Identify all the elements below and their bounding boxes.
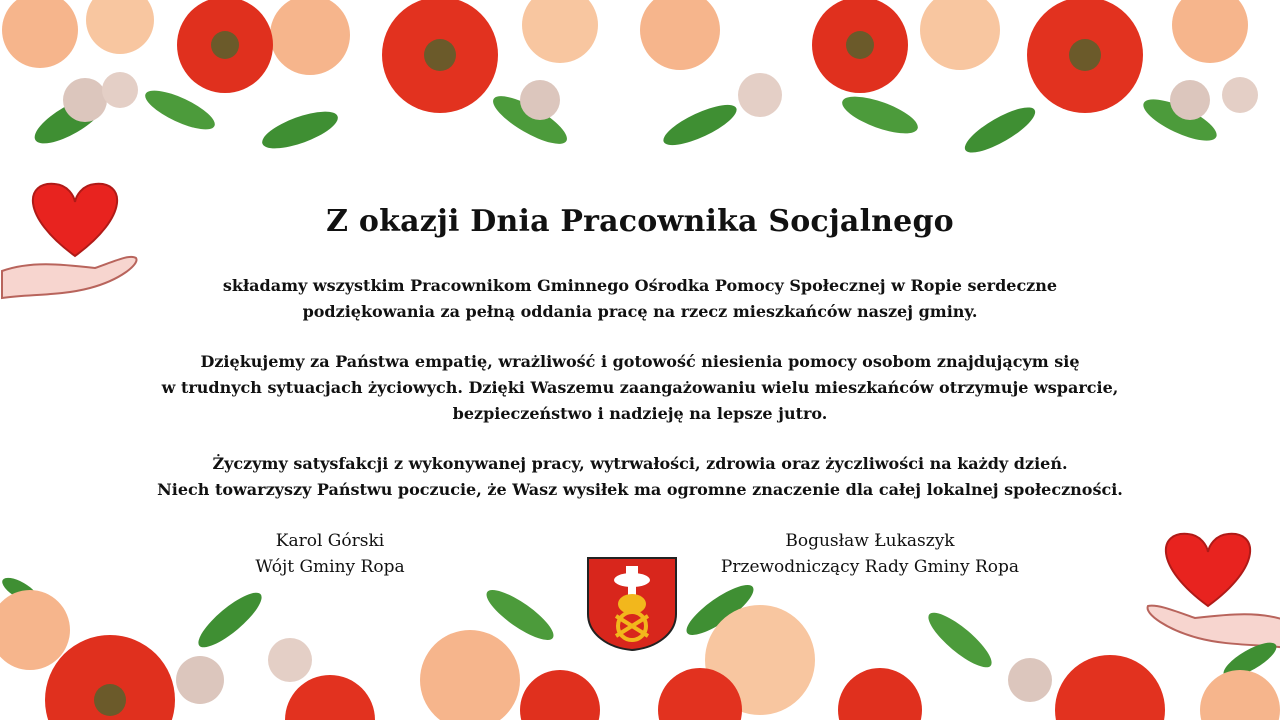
text-line: Dziękujemy za Państwa empatię, wrażliwość i gotowość niesienia pomocy osobom znajdującym się <box>200 352 1080 371</box>
text-line: Niech towarzyszy Państwu poczucie, że Wasz wysiłek ma ogromne znaczenie dla całej lokalnej społeczności. <box>157 480 1123 499</box>
greeting-paragraph-gratitude <box>110 349 1170 427</box>
signature-left <box>200 528 460 580</box>
text-line: Życzymy satysfakcji z wykonywanej pracy, wytrwałości, zdrowia oraz życzliwości na każdy dzień. <box>212 454 1068 473</box>
municipal-coat-of-arms-icon <box>586 556 678 652</box>
signatory-name: Bogusław Łukaszyk <box>785 531 955 551</box>
signature-right <box>700 528 1040 580</box>
signatory-role: Wójt Gminy Ropa <box>255 557 405 577</box>
text-line: bezpieczeństwo i nadzieję na lepsze jutro. <box>452 404 828 423</box>
top-flower-border <box>0 0 1280 180</box>
greeting-paragraph-wishes <box>110 451 1170 503</box>
signatory-role: Przewodniczący Rady Gminy Ropa <box>720 557 1020 577</box>
text-line: składamy wszystkim Pracownikom Gminnego Ośrodka Pomocy Społecznej w Ropie serdeczne <box>222 276 1058 295</box>
heart-in-hand-icon <box>1140 526 1280 656</box>
signatory-name: Karol Górski <box>275 531 385 551</box>
greeting-paragraph-thanks <box>110 273 1170 325</box>
text-line: w trudnych sytuacjach życiowych. Dzięki Waszemu zaangażowaniu wielu mieszkańców otrzymuje wsparcie, <box>161 378 1119 397</box>
text-line: podziękowania za pełną oddania pracę na rzecz mieszkańców naszej gminy. <box>302 302 978 321</box>
greeting-title: Z okazji Dnia Pracownika Socjalnego <box>326 204 954 239</box>
